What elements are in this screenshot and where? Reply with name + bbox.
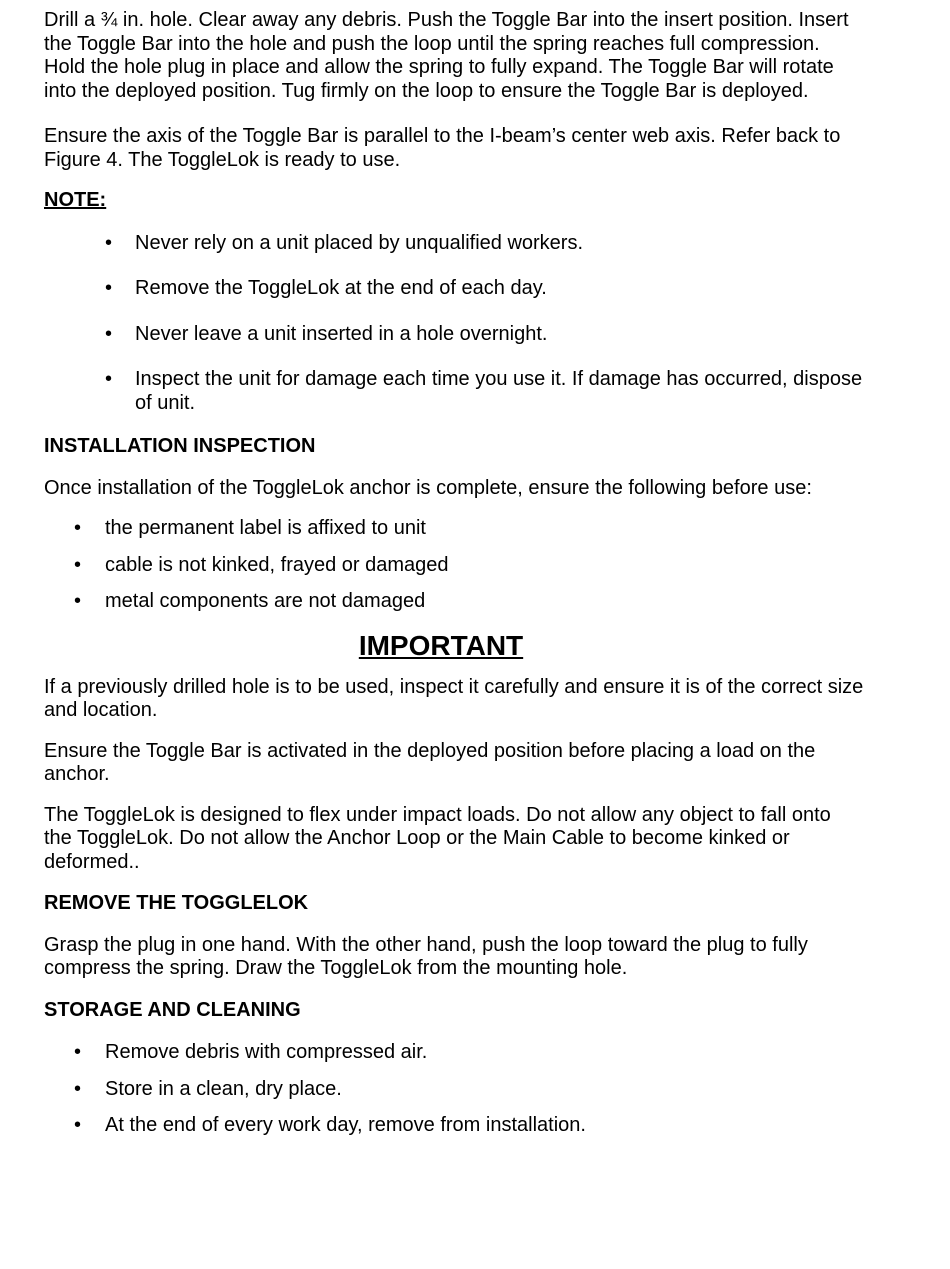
important-heading: IMPORTANT (358, 629, 524, 661)
note-list-item (44, 232, 864, 256)
note-list-item (44, 323, 864, 347)
bullet-icon: • (74, 1041, 82, 1063)
intro-paragraph-axis: Ensure the axis of the Toggle Bar is parallel to the I-beam’s center web axis. Refer back to Figure 4. The ToggleLok is ready to use. (44, 125, 841, 171)
note-list-item (44, 368, 864, 415)
note-item-text: Remove the ToggleLok at the end of each day. (135, 277, 547, 299)
inspection-item-text: cable is not kinked, frayed or damaged (105, 553, 449, 576)
bullet-icon: • (74, 590, 82, 612)
remove-heading: REMOVE THE TOGGLELOK (44, 892, 309, 914)
bullet-icon: • (74, 1114, 82, 1136)
note-item-text: Inspect the unit for damage each time you use it. If damage has occurred, dispose of unit. (135, 368, 863, 414)
storage-list-item (44, 1078, 864, 1102)
installation-inspection-heading: INSTALLATION INSPECTION (44, 435, 316, 457)
bullet-icon: • (74, 517, 82, 539)
important-paragraph-flex: The ToggleLok is designed to flex under impact loads. Do not allow any object to fall onto the ToggleLok. Do not allow the Anchor Loop or the Main Cable to become kinked or deformed.. (44, 803, 831, 873)
bullet-icon: • (105, 368, 113, 390)
inspection-list-item (44, 590, 864, 614)
bullet-icon: • (74, 1077, 82, 1100)
inspection-list (44, 517, 864, 614)
installation-inspection-paragraph: Once installation of the ToggleLok anchor is complete, ensure the following before use: (44, 476, 812, 499)
note-list (44, 232, 864, 416)
note-item-text: Never leave a unit inserted in a hole overnight. (135, 322, 548, 345)
note-list-item (44, 277, 864, 301)
inspection-item-text: the permanent label is affixed to unit (105, 517, 426, 539)
document-page (44, 9, 864, 1151)
storage-list-item (44, 1114, 864, 1138)
intro-paragraph-drill: Drill a ¾ in. hole. Clear away any debris. Push the Toggle Bar into the insert position. Insert the Toggle Bar into the hole and push the loop until the spring reaches full compression. Hold the hole plug in place and allow the spring to fully expand. The Toggle Bar will rotate into the deployed position. Tug firmly on the loop to ensure the Toggle Bar is deployed. (44, 9, 849, 102)
inspection-list-item (44, 517, 864, 541)
storage-item-text: At the end of every work day, remove from installation. (105, 1114, 586, 1136)
important-paragraph-hole: If a previously drilled hole is to be used, inspect it carefully and ensure it is of the correct size and location. (44, 675, 864, 721)
storage-list-item (44, 1041, 864, 1065)
remove-paragraph: Grasp the plug in one hand. With the other hand, push the loop toward the plug to fully compress the spring. Draw the ToggleLok from the mounting hole. (44, 933, 808, 979)
bullet-icon: • (74, 553, 82, 576)
bullet-icon: • (105, 277, 113, 299)
note-heading: NOTE: (44, 189, 107, 211)
storage-list (44, 1041, 864, 1138)
important-paragraph-deployed: Ensure the Toggle Bar is activated in the deployed position before placing a load on the anchor. (44, 739, 816, 785)
storage-item-text: Remove debris with compressed air. (105, 1041, 428, 1063)
note-item-text: Never rely on a unit placed by unqualified workers. (135, 231, 584, 254)
bullet-icon: • (105, 322, 113, 345)
inspection-item-text: metal components are not damaged (105, 590, 426, 612)
storage-heading: STORAGE AND CLEANING (44, 998, 301, 1021)
bullet-icon: • (105, 231, 113, 254)
inspection-list-item (44, 554, 864, 578)
storage-item-text: Store in a clean, dry place. (105, 1077, 342, 1100)
